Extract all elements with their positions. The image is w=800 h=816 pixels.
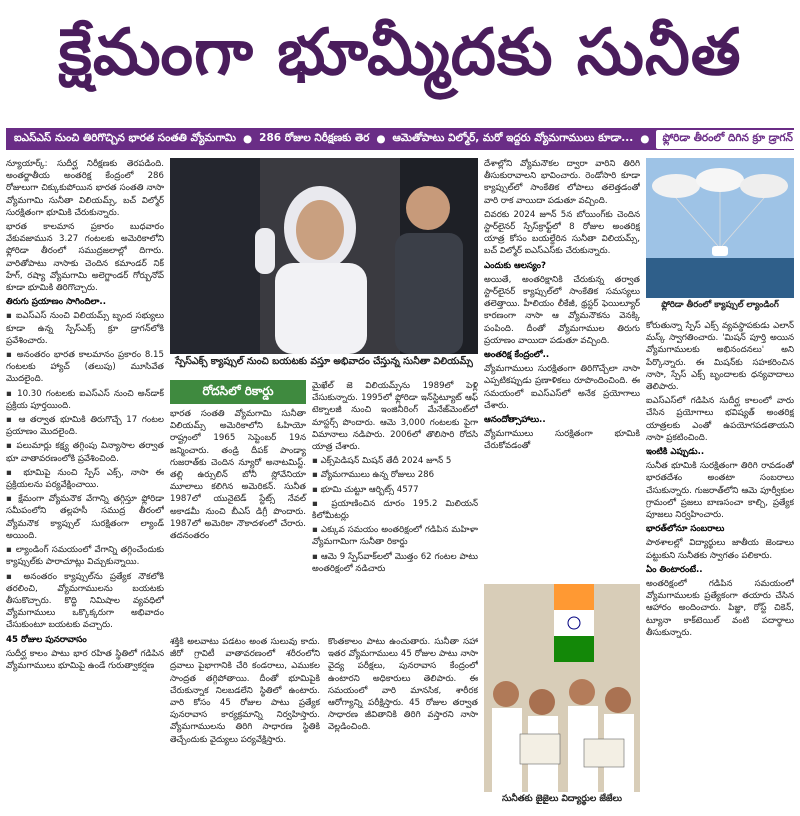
bullet-item: ▪ అనంతరం క్యాప్సుల్‌ను ప్రత్యేక నౌకలోకి తరలించి, వ్యోమగాములను బయటకు తీసుకొచ్చారు. కొద్ది నిమిషాల వ్యవధిలో వ్యోమగాములు ఒక్కొక్కరుగా అభివాదం చేసుకుంటూ బయటకు వచ్చారు. bbox=[6, 571, 164, 632]
subheading: ఇంటికి ఎప్పుడు.. bbox=[646, 447, 705, 458]
paragraph: కొంతకాలం పాటు ఉంచుతారు. సునీతా సహా ఇతర వ్యోమగాములు 45 రోజుల పాటు నాసా వైద్య పరీక్షలు, పునరావాస కేంద్రంలో ఉంటారని అధికారులు తెలిపారు. ఈ సమయంలో వారి మానసిక, శారీరక ఆరోగ్యాన్ని పరీక్షిస్తారు. 45 రోజుల తర్వాత సాధారణ జీవితానికి తిరిగి వస్తారని నాసా వెల్లడించింది. bbox=[328, 637, 478, 733]
landing-photo bbox=[646, 158, 794, 298]
record-text: భారత సంతతి వ్యోమగామి సునీతా విలియమ్స్ అమెరికాలోని ఓహియో రాష్ట్రంలో 1965 సెప్టెంబర్ 19న జన్మించారు. తండ్రి దీపక్ పాండ్యా గుజరాత్‌కు చెందిన న్యూరో అనాటమిస్ట్. తల్లి ఉర్సులిన్ బోనీ స్లోవేనియా మూలాలు కలిగిన అమెరికన్. సునీత 1987లో యునైటెడ్ స్టేట్స్ నేవల్ అకాడమీ నుంచి బీఎస్ డిగ్రీ పొందారు. 1987లో అమెరికా నౌకాదళంలో చేరారు. తదనంతరం bbox=[170, 409, 306, 542]
subheading: ఆనందోత్సాహాలు.. bbox=[484, 415, 546, 426]
main-photo-caption: స్పేస్‌ఎక్స్ క్యాప్సుల్ నుంచి బయటకు వస్తూ అభివాదం చేస్తున్న సునీతా విలియమ్స్ bbox=[175, 356, 473, 367]
ticker-item-right: ఫ్లోరిడా తీరంలో దిగిన క్రూ డ్రాగన్ bbox=[656, 130, 794, 149]
record-title: రోదసిలో రికార్డు bbox=[170, 380, 306, 404]
landing-photo-caption: ఫ్లోరిడా తీరంలో క్యాప్సుల్ ల్యాండింగ్ bbox=[661, 300, 779, 310]
paragraph: భారత కాలమాన ప్రకారం బుధవారం వేకువజామున 3.27 గంటలకు అమెరికాలోని ఫ్లోరిడా తీరంలో సముద్రజలాల్లో దిగారు. వారితోపాటు నాసాకు చెందిన కమాండర్ నిక్ హేగ్, రష్యా వ్యోమగామి అలెగ్జాండర్ గోర్బునోవ్ కూడా భూమికి తిరిగొచ్చారు. bbox=[6, 222, 164, 294]
main-photo bbox=[170, 158, 478, 354]
subheading: తిరుగు ప్రయాణం సాగిందిలా.. bbox=[6, 297, 106, 308]
stat-item: ▪ ప్రయాణించిన దూరం 195.2 మిలియన్ కిలోమీటర్లు bbox=[312, 498, 478, 522]
ticker-strip bbox=[6, 128, 794, 150]
bottom-text bbox=[170, 636, 478, 810]
ticker-item: ఐఎస్ఎస్ నుంచి తిరిగొచ్చిన భారత సంతతి వ్యోమగామి bbox=[14, 131, 236, 144]
bullet-item: ▪ ఐఎస్ఎస్ నుంచి విలియమ్స్ బృంద సభ్యులు కూడా ఉన్న స్పేస్‌ఎక్స్ క్రూ డ్రాగన్‌లోకి ప్రవేశించారు. bbox=[6, 310, 164, 347]
stat-item: ▪ ఆమె 9 స్పేస్‌వాక్‌లలో మొత్తం 62 గంటల పాటు అంతరిక్షంలో నడిచారు bbox=[312, 551, 478, 575]
subheading: ఏం తింటారంటే.. bbox=[646, 564, 703, 575]
bullet-item: ▪ అనంతరం భారత కాలమానం ప్రకారం 8.15 గంటలకు హ్యాచ్ (తలుపు) మూసివేత మొదలైంది. bbox=[6, 349, 164, 386]
paragraph: అయితే, అంతరిక్షానికి చేరుకున్న తర్వాత స్టార్‌లైనర్ క్యాప్సుల్‌లో సాంకేతిక సమస్యలు తలెత్తాయి. హీలియం లీకేజీ, థ్రస్టర్ ఫెయిల్యూర్ కారణంగా నాసా ఆ వ్యోమనౌకను వెనక్కి పంపింది. దీంతో వ్యోమగాముల తిరుగు ప్రయాణం వాయిదా పడుతూ వచ్చింది. bbox=[484, 274, 640, 346]
bullet-item: ▪ క్షేమంగా వ్యోమనౌక వేగాన్ని తగ్గిస్తూ ఫ్లోరిడా సమీపంలోని తల్లహసీ సముద్ర తీరంలో వ్యోమనౌక క్యాప్సుల్ సురక్షితంగా ల్యాండ్ అయింది. bbox=[6, 493, 164, 542]
stat-item: ▪ ఎక్కువ సమయం అంతరిక్షంలో గడిపిన మహిళా వ్యోమగామిగా సునీతా రికార్డు bbox=[312, 524, 478, 548]
bullet-item: ▪ ల్యాండింగ్ సమయంలో వేగాన్ని తగ్గించేందుకు క్యాప్సుల్‌కు పారాచూట్లు విచ్చుకున్నాయి. bbox=[6, 544, 164, 568]
subheading: 45 రోజుల పునరావాసం bbox=[6, 634, 87, 645]
ticker-item: 286 రోజుల నిరీక్షణకు తెర bbox=[259, 131, 370, 144]
subheading: అంతరిక్ష కేంద్రంలో.. bbox=[484, 350, 550, 361]
record-box bbox=[170, 380, 306, 630]
paragraph: వ్యోమగాములు సురక్షితంగా భూమికి చేరుకోవడంతో bbox=[484, 429, 640, 452]
ticker-item: ఆమెతోపాటు విల్మోర్, మరో ఇద్దరు వ్యోమగాములు కూడా... bbox=[392, 131, 634, 144]
stat-item: ▪ వ్యోమగాములు ఉన్న రోజులు 286 bbox=[312, 469, 478, 481]
column-5 bbox=[646, 320, 794, 810]
paragraph: శక్తికి అలవాటు పడటం అంత సులువు కాదు. జీరో గ్రావిటీ వాతావరణంలో శరీరంలోని ద్రవాలు పైభాగానికి చేరి కండరాలు, ఎముకల సాంద్రత తగ్గిపోతాయి. దీంతో భూమిపైకి చేరుకున్నాక నిలబడలేని స్థితిలో ఉంటారు. వారి కోసం 45 రోజుల పాటు ప్రత్యేక పునరావాస కార్యక్రమాన్ని నిర్వహిస్తారు. వ్యోమగాములను తిరిగి సాధారణ స్థితికి తెచ్చేందుకు వైద్యులు పర్యవేక్షిస్తారు. bbox=[170, 637, 320, 745]
students-image bbox=[484, 584, 640, 792]
paragraph: ఐఎస్ఎస్‌లో గడిపిన సుదీర్ఘ కాలంలో వారు చేసిన ప్రయోగాలు భవిష్యత్ అంతరిక్ష యాత్రలకు ఎంతో ఉపయోగపడతాయని నాసా ప్రకటించింది. bbox=[646, 396, 794, 443]
bullet-item: ▪ 10.30 గంటలకు ఐఎస్ఎస్ నుంచి అన్‌డాక్ ప్రక్రియ పూర్తయింది. bbox=[6, 388, 164, 412]
column-1 bbox=[6, 158, 164, 808]
subheading: ఎందుకు ఆలస్యం? bbox=[484, 260, 546, 271]
bullet-separator-icon: ● bbox=[242, 133, 253, 145]
paragraph: పాఠశాలల్లో విద్యార్థులు జాతీయ జెండాలు పట్టుకుని సునీతకు స్వాగతం పలికారు. bbox=[646, 538, 794, 561]
astronaut-image bbox=[170, 158, 478, 354]
bullet-item: ▪ ఆ తర్వాత భూమికి తిరుగొచ్చే 17 గంటల ప్రయాణం మొదలైంది. bbox=[6, 414, 164, 438]
bullet-separator-icon: ● bbox=[640, 133, 650, 145]
paragraph: కోరుతున్నా స్పేస్ ఎక్స్ వ్యవస్థాపకుడు ఎలాన్ మస్క్ స్వాగతించారు. 'మిషన్ పూర్తి అయిన వ్యోమగాములకు అభినందనలు' అని పేర్కొన్నారు. ఈ మిషన్‌కు సహకరించిన నాసా, స్పేస్ ఎక్స్ బృందాలకు ధన్యవాదాలు తెలిపారు. bbox=[646, 321, 794, 393]
bullet-item: ▪ పలుమార్లు కక్ష్య తగ్గింపు విన్యాసాల తర్వాత భూ వాతావరణంలోకి ప్రవేశించింది. bbox=[6, 440, 164, 464]
paragraph: సునీత భూమికి సురక్షితంగా తిరిగి రావడంతో భారతదేశం అంతటా సంబరాలు చేసుకున్నారు. గుజరాత్‌లోని ఆమె పూర్వీకుల గ్రామంలో ప్రజలు బాణసంచా కాల్చి, ప్రత్యేక పూజలు నిర్వహించారు. bbox=[646, 461, 794, 521]
column-4 bbox=[484, 158, 640, 578]
bullet-separator-icon: ● bbox=[376, 133, 386, 145]
paragraph: వ్యోమగాములు సురక్షితంగా తిరిగొచ్చేలా నాసా ఎప్పటికప్పుడు ప్రణాళికలు రూపొందించింది. ఈ సమయంలో ఐఎస్ఎస్‌లో అనేక ప్రయోగాలు చేశారు. bbox=[484, 364, 640, 411]
paragraph: అంతరిక్షంలో గడిపిన సమయంలో వ్యోమగాములకు ప్రత్యేకంగా తయారు చేసిన ఆహారం అందించారు. పిజ్జా, రోస్ట్ చికెన్, ట్యూనా కాక్‌టెయిల్ వంటి పదార్థాలు తీసుకున్నారు. bbox=[646, 579, 794, 638]
paragraph: మైఖేల్ జె విలియమ్స్‌ను 1989లో పెళ్లి చేసుకున్నారు. 1995లో ఫ్లోరిడా ఇన్‌స్టిట్యూట్ ఆఫ్ టెక్నాలజీ నుంచి ఇంజినీరింగ్ మేనేజ్‌మెంట్‌లో మాస్టర్స్ పొందారు. ఆమె 3,000 గంటలకు పైగా విమానాలు నడిపారు. 2006లో తొలిసారి రోదసి యాత్ర చేశారు. bbox=[312, 381, 478, 453]
students-photo-caption: సునీతకు జైజైలు విద్యార్థుల జేజేలు bbox=[502, 794, 622, 804]
stat-item: ▪ ఎక్స్‌పెడిషన్ మిషన్ తేదీ 2024 జూన్ 5 bbox=[312, 455, 478, 467]
students-photo bbox=[484, 584, 640, 792]
subheading: భారత్‌లోనూ సంబరాలు bbox=[646, 524, 725, 535]
stat-item: ▪ భూమి చుట్టూ ఆర్బిట్స్ 4577 bbox=[312, 484, 478, 496]
paragraph: న్యూయార్క్: సుదీర్ఘ నిరీక్షణకు తెరపడింది. అంతర్జాతీయ అంతరిక్ష కేంద్రంలో 286 రోజులుగా చిక్కుకుపోయిన భారత సంతతి నాసా వ్యోమగామి సునీతా విలియమ్స్, బచ్ విల్మోర్ సురక్షితంగా భూమికి చేరుకున్నారు. bbox=[6, 159, 164, 218]
headline: క్షేమంగా భూమ్మీదకు సునీత bbox=[58, 15, 742, 90]
paragraph: దేశాల్లోని వ్యోమనౌకల ద్వారా వారిని తిరిగి తీసుకురావాలని భావించారు. రెండోసారి కూడా క్యాప్సుల్‌లో సాంకేతిక లోపాలు తలెత్తడంతో వారి రాక వాయిదా పడుతూ వచ్చింది. bbox=[484, 159, 640, 206]
bullet-item: ▪ భూమిపై నుంచి స్పేస్ ఎక్స్, నాసా ఈ ప్రక్రియలను పర్యవేక్షించాయి. bbox=[6, 467, 164, 491]
paragraph: సుదీర్ఘ కాలం పాటు భార రహిత స్థితిలో గడిపిన వ్యోమగాములు భూమిపై ఉండే గురుత్వాకర్షణ bbox=[6, 648, 164, 671]
column-3 bbox=[312, 380, 478, 630]
paragraph: చివరకు 2024 జూన్ 5న బోయింగ్‌కు చెందిన స్టార్‌లైనర్ స్పేస్‌క్రాఫ్ట్‌లో 8 రోజుల అంతరిక్ష యాత్ర కోసం బయల్దేరిన సునీతా విలియమ్స్, బచ్ విల్మోర్ ఐఎస్ఎస్‌కు చేరుకున్నారు. bbox=[484, 209, 640, 257]
parachute-image bbox=[646, 158, 794, 298]
